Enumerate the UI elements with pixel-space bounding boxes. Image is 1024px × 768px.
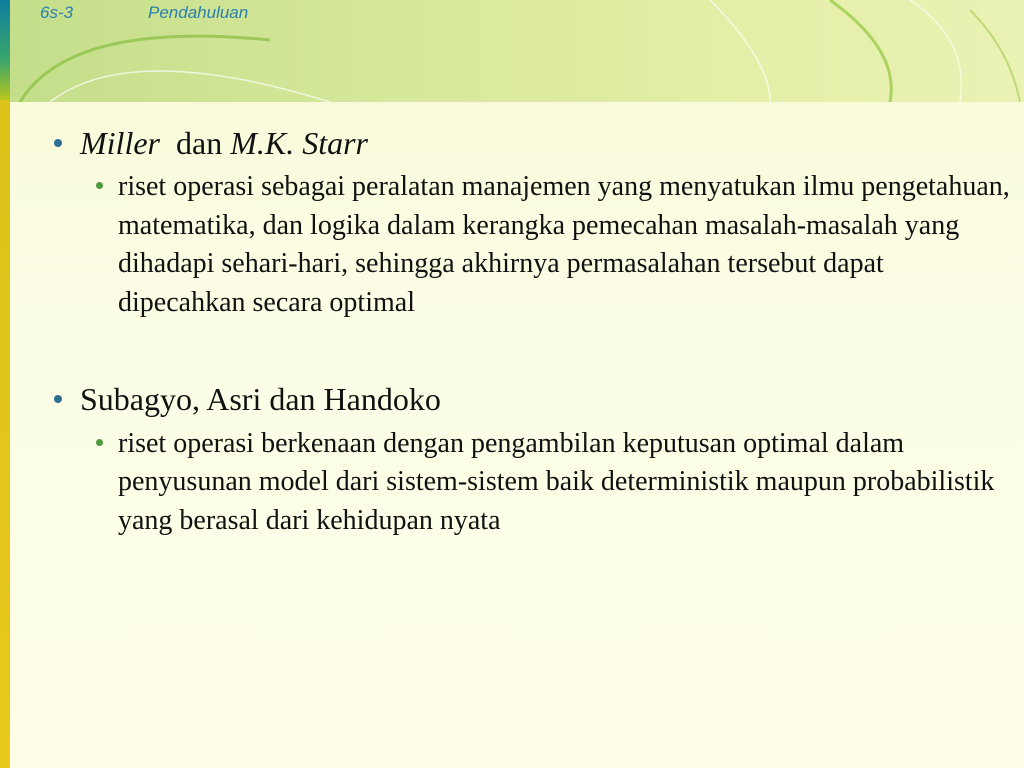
author-starr: M.K. Starr: [230, 125, 368, 161]
left-accent-strip: [0, 0, 10, 768]
author-miller: Miller: [80, 125, 160, 161]
sub-bullet-definition-1: [118, 168, 1014, 322]
bullet-dot-icon: [54, 395, 62, 403]
bullet-item-subagyo: [54, 380, 1014, 418]
bullet-item-miller-starr: [54, 124, 1014, 162]
slide-number: 6s-3: [40, 3, 74, 22]
connector-dan: dan: [175, 125, 223, 161]
section-title: Pendahuluan: [148, 3, 249, 22]
definition-text-2: riset operasi berkenaan dengan pengambilan keputusan optimal dalam penyusunan model dari sistem-sistem baik deterministik maupun probabilistik yang berasal dari kehidupan nyata: [118, 427, 995, 536]
authors-subagyo-asri-handoko: Subagyo, Asri dan Handoko: [80, 381, 441, 418]
content-area: [54, 124, 1014, 540]
sub-bullet-definition-2: [118, 425, 1014, 541]
definition-text-1: riset operasi sebagai peralatan manajemen yang menyatukan ilmu pengetahuan, matematika, dan logika dalam kerangka pemecahan masalah-masalah yang dihadapi sehari-hari, sehingga akhirnya permasalahan tersebut dapat dipecahkan secara optimal: [118, 171, 1010, 318]
header-band: [10, 0, 1024, 102]
sub-bullet-dot-icon: [96, 182, 103, 189]
bullet-dot-icon: [54, 139, 62, 147]
left-accent-gradient: [0, 0, 10, 100]
sub-bullet-dot-icon: [96, 439, 103, 446]
